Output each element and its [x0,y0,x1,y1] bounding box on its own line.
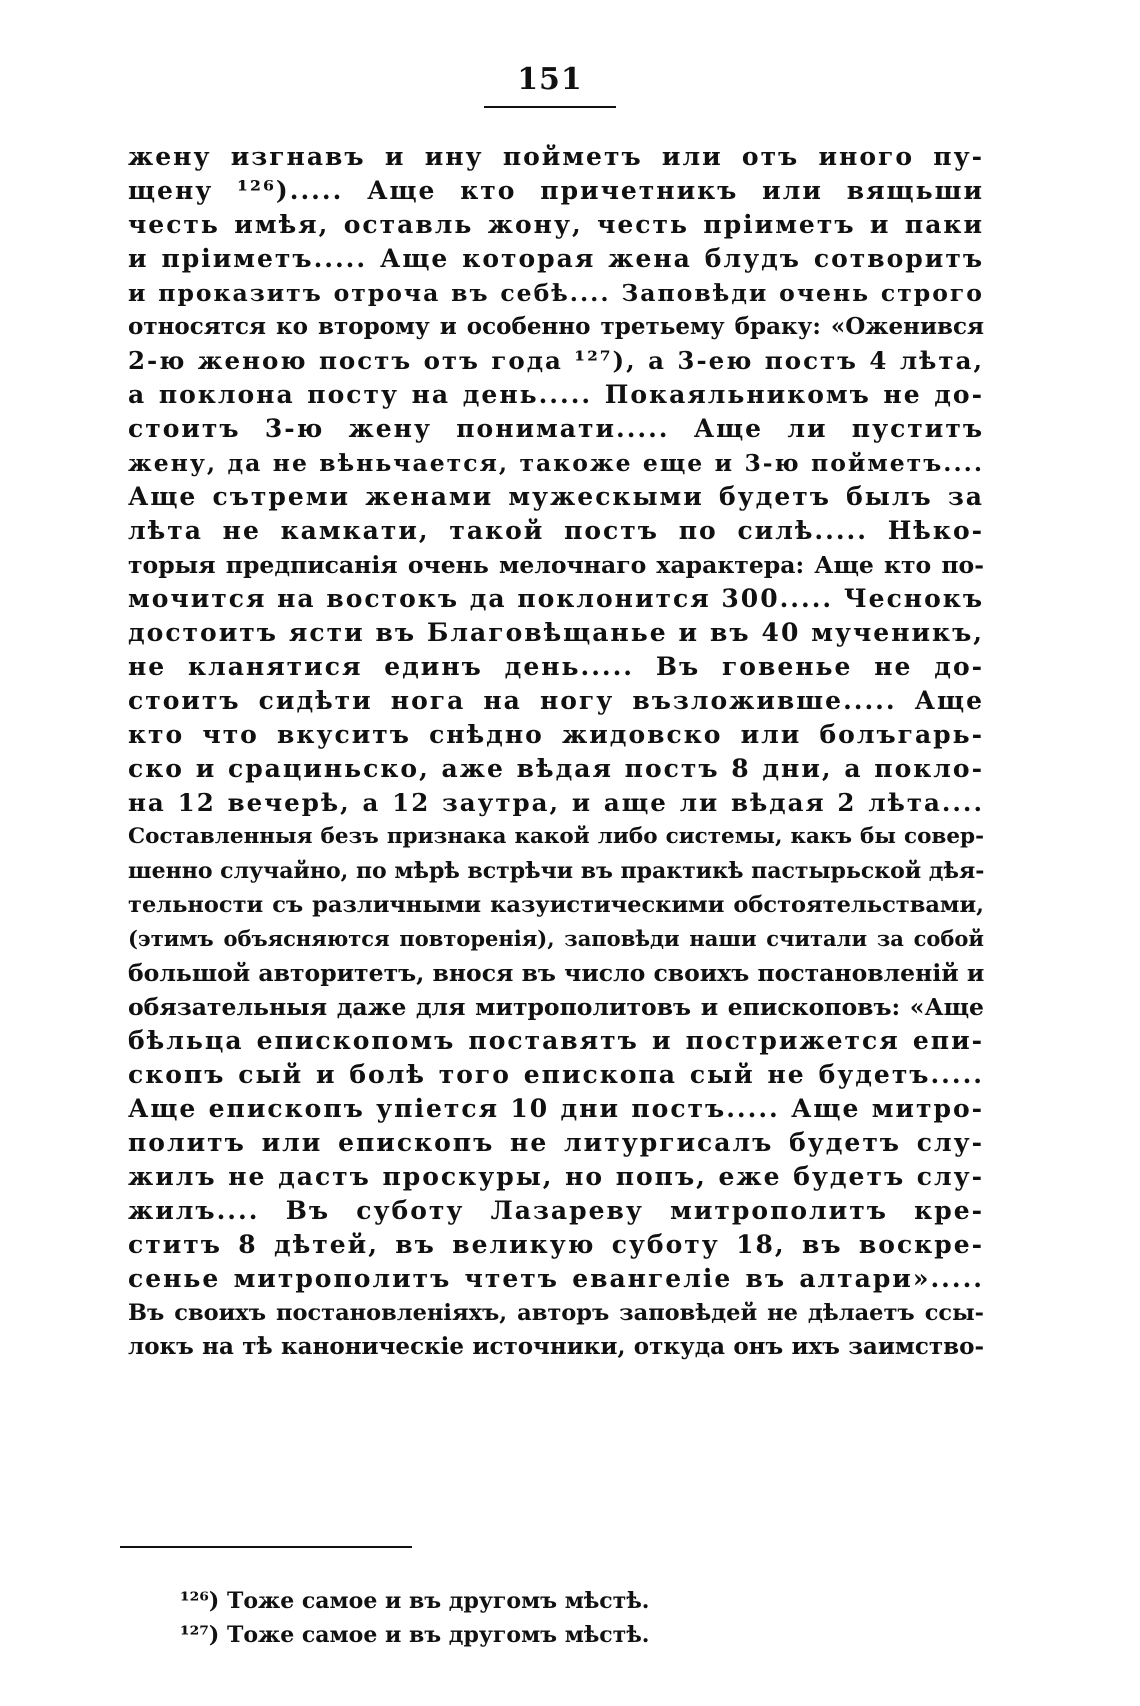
text-line: стоитъ 3-ю жену понимати..... Аще ли пуститъ [128,414,984,443]
text-line: стоитъ сидѣти нога на ногу възложивше..... Аще [128,686,984,715]
text-line: честь имѣя, оставль жону, честь пріиметъ и паки [128,210,984,239]
text-line: тельности съ различными казуистическими обстоятельствами, [128,892,984,918]
text-line: 2-ю женою постъ отъ года ¹²⁷), а 3-ею постъ 4 лѣта, [128,346,984,375]
text-line: относятся ко второму и особенно третьему браку: «Оженився [128,313,984,340]
text-line: шенно случайно, по мѣрѣ встрѣчи въ практикѣ пастырьской дѣя- [128,858,984,884]
footnote-rule [120,1546,412,1548]
text-line: Составленныя безъ признака какой либо системы, какъ бы совер- [128,824,984,849]
text-line: жилъ.... Въ суботу Лазареву митрополитъ кре- [128,1196,984,1225]
text-line: Аще епископъ упіется 10 дни постъ..... Аще митро- [128,1094,984,1123]
text-line: ско и срациньско, аже вѣдая постъ 8 дни, а покло- [128,754,984,783]
text-line: щену ¹²⁶)..... Аще кто причетникъ или вящьши [128,176,984,205]
text-line: сенье митрополитъ чтетъ евангеліе въ алтари»..... [128,1264,984,1293]
text-line: обязательныя даже для митрополитовъ и епископовъ: «Аще [128,993,984,1021]
text-line: (этимъ объясняются повторенія), заповѣди наши считали за собой [128,926,984,951]
text-line: Въ своихъ постановленіяхъ, авторъ заповѣдей не дѣлаетъ ссы- [128,1300,984,1326]
text-line: достоитъ ясти въ Благовѣщанье и въ 40 мученикъ, [128,618,984,647]
text-line: жену изгнавъ и ину пойметъ или отъ иного пу- [128,142,984,171]
text-line: и пріиметъ..... Аще которая жена блудъ сотворитъ [128,244,984,273]
text-line: жилъ не дастъ проскуры, но попъ, еже будетъ слу- [128,1162,984,1191]
footnote-126: ¹²⁶) Тоже самое и въ другомъ мѣстѣ. [180,1588,650,1614]
text-line: не кланятися единъ день..... Въ говенье не до- [128,652,984,681]
text-line: локъ на тѣ каноническіе источники, откуда онъ ихъ заимство- [128,1333,984,1360]
text-line: лѣта не камкати, такой постъ по силѣ..... Нѣко- [128,516,984,545]
text-line: скопъ сый и болѣ того епископа сый не будетъ..... [128,1060,984,1089]
footnotes [180,1584,880,1652]
text-line: торыя предписанія очень мелочнаго характера: Аще кто по- [128,551,984,579]
footnote-127: ¹²⁷) Тоже самое и въ другомъ мѣстѣ. [180,1622,650,1648]
text-line: бѣльца епископомъ поставятъ и пострижется епи- [128,1026,984,1055]
text-line: политъ или епископъ не литургисалъ будетъ слу- [128,1128,984,1157]
body-text [128,140,984,1364]
text-line: ститъ 8 дѣтей, въ великую суботу 18, въ воскре- [128,1230,984,1259]
text-line: Аще сътреми женами мужескыми будетъ былъ за [128,482,984,511]
text-line: кто что вкуситъ снѣдно жидовско или болъгарь- [128,720,984,749]
text-line: жену, да не вѣньчается, такоже еще и 3-ю пойметъ.... [128,449,984,477]
header-rule [484,106,616,108]
page-number: 151 [517,62,583,97]
text-line: мочится на востокъ да поклонится 300..... Чеснокъ [128,584,984,613]
text-line: большой авторитетъ, внося въ число своихъ постановленій и [128,959,984,987]
text-line: и проказитъ отроча въ себѣ.... Заповѣди очень строго [128,279,984,307]
text-line: а поклона посту на день..... Покаяльникомъ не до- [128,380,984,409]
text-line: на 12 вечерѣ, а 12 заутра, и аще ли вѣдая 2 лѣта.... [128,788,984,817]
